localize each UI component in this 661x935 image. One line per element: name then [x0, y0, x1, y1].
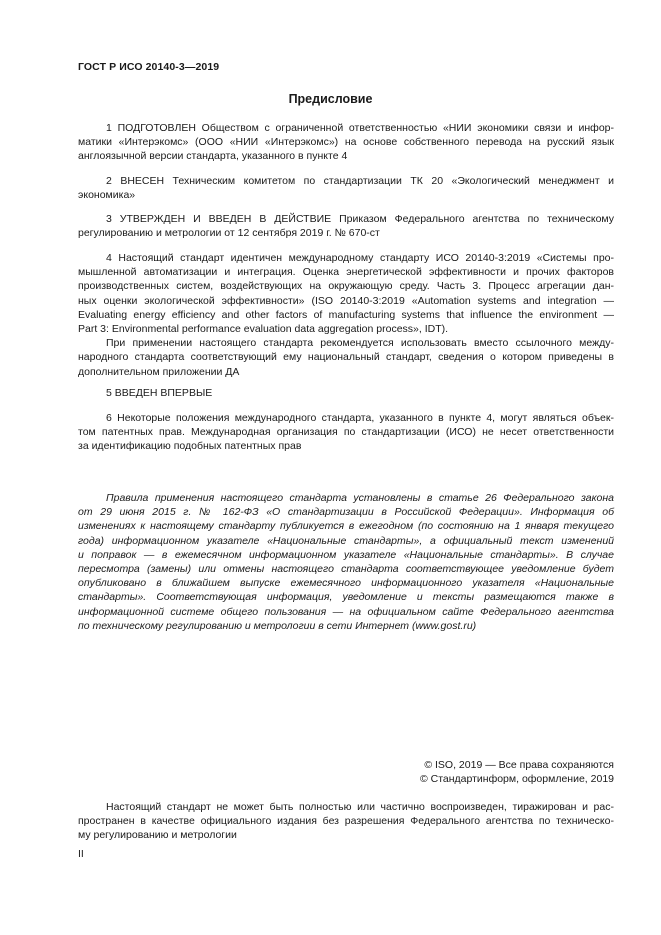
- paragraph-line: При применении настоящего стандарта рекомендуется использовать вместо ссылочного между-: [106, 337, 614, 350]
- paragraph-line: 6 Некоторые положения международного стандарта, указанного в пункте 4, могут являться объек-: [106, 412, 614, 424]
- notice-line: изменениях к настоящему стандарту публикуется в ежегодном (по состоянию на 1 января текущего: [78, 520, 614, 533]
- notice-line: от 29 июня 2015 г. № 162-ФЗ «О стандартизации в Российской Федерации». Информация об: [78, 506, 614, 519]
- document-header: ГОСТ Р ИСО 20140-3—2019: [78, 61, 220, 73]
- notice-line: и поправок — в ежемесячном информационном указателе «Национальные стандарты». В случае: [78, 548, 614, 561]
- paragraph-line: 1 ПОДГОТОВЛЕН Обществом с ограниченной ответственностью «НИИ экономики связи и инфор-: [106, 122, 614, 134]
- reproduction-line: Настоящий стандарт не может быть полностью или частично воспроизведен, тиражирован и рас-: [106, 801, 614, 813]
- notice-line: стандарты». Соответствующая информация, уведомление и тексты размещаются также в: [78, 591, 614, 604]
- notice-line: года) информационном указателе «Национальные стандарты», а официальный текст изменений: [78, 534, 614, 547]
- paragraph-line: 2 ВНЕСЕН Техническим комитетом по стандартизации ТК 20 «Экологический менеджмент и: [106, 175, 614, 187]
- paragraph-line: Evaluating energy efficiency and other factors of manufacturing systems that influence the environment —: [78, 308, 614, 321]
- paragraph-line: мышленной автоматизации и интеграция. Оценка энергетической эффективности и прочих факторов: [78, 266, 614, 279]
- paragraph-line: ных оценки экологической эффективности» (ISO 20140-3:2019 «Automation systems and integration —: [78, 294, 614, 307]
- paragraph-line: 3 УТВЕРЖДЕН И ВВЕДЕН В ДЕЙСТВИЕ Приказом Федерального агентства по техническому: [106, 213, 614, 225]
- notice-line: опубликовано в ближайшем выпуске ежемесячного информационного указателя «Национальные: [78, 577, 614, 590]
- paragraph-line: за идентификацию подобных патентных прав: [78, 440, 302, 453]
- notice-line: по техническому регулированию и метрологии в сети Интернет (www.gost.ru): [78, 619, 477, 632]
- paragraph-line: 4 Настоящий стандарт идентичен международному стандарту ИСО 20140-3:2019 «Системы про-: [106, 252, 614, 264]
- copyright-line: © ISO, 2019 — Все права сохраняются: [424, 759, 614, 771]
- page-title: Предисловие: [288, 92, 373, 106]
- paragraph-line: регулированию и метрологии от 12 сентября 2019 г. № 670-ст: [78, 227, 380, 240]
- paragraph-line: англоязычной версии стандарта, указанного в пункте 4: [78, 150, 348, 163]
- reproduction-line: му регулированию и метрологии: [78, 829, 237, 842]
- paragraph-line: матики «Интерэкомс» (ООО «НИИ «Интерэкомс») на основе собственного перевода на русский язык: [78, 136, 614, 149]
- paragraph-line: Part 3: Environmental performance evaluation data aggregation process», IDT).: [78, 323, 449, 335]
- paragraph-line: экономика»: [78, 189, 136, 202]
- paragraph-line: 5 ВВЕДЕН ВПЕРВЫЕ: [106, 387, 213, 399]
- reproduction-line: пространен в качестве официального издания без разрешения Федерального агентства по техническо-: [78, 815, 614, 828]
- page-number: II: [78, 848, 84, 860]
- paragraph-line: дополнительном приложении ДА: [78, 365, 240, 378]
- notice-line: информационной системе общего пользования — на официальном сайте Федерального агентства: [78, 605, 614, 618]
- paragraph-line: народного стандарта соответствующий ему национальный стандарт, сведения о котором приведены в: [78, 351, 614, 364]
- paragraph-line: том патентных прав. Международная организация по стандартизации (ИСО) не несет ответственности: [78, 426, 614, 439]
- copyright-line: © Стандартинформ, оформление, 2019: [419, 773, 614, 786]
- paragraph-line: производственных систем, воздействующих на окружающую среду. Часть 3. Процесс агрегации дан-: [78, 280, 614, 293]
- notice-line: Правила применения настоящего стандарта установлены в статье 26 Федерального закона: [106, 492, 614, 504]
- notice-line: пересмотра (замены) или отмены настоящего стандарта соответствующее уведомление будет: [78, 563, 614, 575]
